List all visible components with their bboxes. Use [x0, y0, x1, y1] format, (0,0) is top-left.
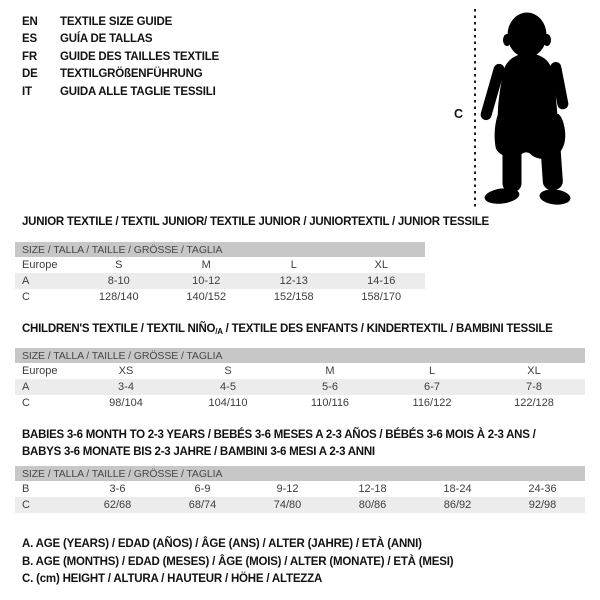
lang-code: FR [22, 50, 37, 63]
lang-code: DE [22, 68, 38, 81]
cell: 80/86 [358, 499, 387, 511]
cell: 8-10 [107, 275, 130, 287]
cell: 68/74 [188, 499, 217, 511]
cell: 6-7 [424, 381, 440, 393]
cell: XL [374, 259, 388, 271]
table-row [15, 289, 425, 305]
cell: 9-12 [276, 483, 299, 495]
cell: XS [118, 365, 134, 377]
cell: 98/104 [109, 397, 143, 409]
cell: 140/152 [186, 291, 227, 303]
size-header-bar: SIZE / TALLA / TAILLE / GRÖSSE / TAGLIA [15, 348, 585, 363]
height-measure-label: C [454, 107, 464, 121]
babies-section-title [22, 427, 536, 461]
cell: M [325, 365, 335, 377]
cell: 12-13 [279, 275, 308, 287]
lang-code: IT [22, 85, 32, 98]
language-title-list [22, 14, 219, 101]
row-label: C [22, 291, 30, 303]
children-title-suffix: / TEXTILE DES ENFANTS / KINDERTEXTIL / BAMBINI TESSILE [222, 323, 553, 335]
table-row [15, 497, 585, 513]
lang-row-es [22, 31, 219, 48]
babies-size-table [15, 466, 585, 513]
cell: 10-12 [192, 275, 221, 287]
cell: M [201, 259, 211, 271]
cell: 152/158 [273, 291, 314, 303]
row-label: A [22, 275, 30, 287]
children-title-subscript: /A [215, 327, 223, 336]
junior-size-table [15, 242, 425, 305]
table-row [15, 481, 585, 497]
note-a: A. AGE (YEARS) / EDAD (AÑOS) / ÂGE (ANS) / ALTER (JAHRE) / ETÀ (ANNI) [22, 538, 422, 550]
cell: 7-8 [526, 381, 542, 393]
cell: 128/140 [98, 291, 139, 303]
lang-title: TEXTILGRÖßENFÜHRUNG [60, 68, 203, 81]
cell: 86/92 [443, 499, 472, 511]
note-c: C. (cm) HEIGHT / ALTURA / HAUTEUR / HÖHE / ALTEZZA [22, 573, 323, 586]
cell: 104/110 [208, 397, 248, 409]
babies-title-line1: BABIES 3-6 MONTH TO 2-3 YEARS / BEBÉS 3-6 MESES A 2-3 AÑOS / BÉBÉS 3-6 MOIS À 2-3 ANS / [22, 429, 536, 441]
lang-title: GUÍA DE TALLAS [60, 33, 153, 46]
cell: 74/80 [273, 499, 302, 511]
table-row [15, 273, 425, 289]
baby-silhouette-icon [478, 8, 573, 208]
lang-title: GUIDE DES TAILLES TEXTILE [60, 50, 219, 63]
cell: 122/128 [514, 397, 554, 409]
table-row [15, 379, 585, 395]
cell: 24-36 [528, 483, 557, 495]
size-header-bar: SIZE / TALLA / TAILLE / GRÖSSE / TAGLIA [15, 242, 425, 257]
note-b: B. AGE (MONTHS) / EDAD (MESES) / ÂGE (MOIS) / ALTER (MONATE) / ETÀ (MESI) [22, 555, 454, 568]
cell: L [290, 259, 297, 271]
children-size-table [15, 348, 585, 411]
table-row [15, 363, 585, 379]
row-label: Europe [22, 365, 58, 377]
row-label: B [22, 483, 30, 495]
babies-title-line2: BABYS 3-6 MONATE BIS 2-3 JAHRE / BAMBINI 3-6 MESI A 2-3 ANNI [22, 446, 375, 458]
lang-row-fr [22, 49, 219, 66]
table-row [15, 395, 585, 411]
cell: 110/116 [310, 397, 350, 409]
size-header-bar: SIZE / TALLA / TAILLE / GRÖSSE / TAGLIA [15, 466, 585, 481]
cell: 6-9 [194, 483, 211, 495]
cell: 62/68 [103, 499, 132, 511]
junior-section-title: JUNIOR TEXTILE / TEXTIL JUNIOR/ TEXTILE JUNIOR / JUNIORTEXTIL / JUNIOR TESSILE [22, 216, 489, 228]
cell: 3-4 [118, 381, 134, 393]
cell: XL [527, 365, 541, 377]
lang-code: EN [22, 16, 38, 28]
cell: 116/122 [412, 397, 452, 409]
cell: 5-6 [322, 381, 338, 393]
table-row [15, 257, 425, 273]
children-section-title [22, 321, 553, 340]
row-label: Europe [22, 259, 58, 271]
lang-row-de [22, 66, 219, 83]
cell: 3-6 [109, 483, 126, 495]
cell: S [115, 259, 123, 271]
cell: 14-16 [367, 275, 396, 287]
lang-code: ES [22, 33, 37, 46]
height-measure-dashed-line [474, 9, 476, 209]
row-label: C [22, 397, 30, 409]
measure-notes [22, 536, 453, 589]
cell: S [224, 365, 232, 377]
cell: 158/170 [361, 291, 402, 303]
row-label: A [22, 381, 30, 393]
children-title-prefix: CHILDREN'S TEXTILE / TEXTIL NIÑO [22, 323, 216, 335]
cell: 92/98 [528, 499, 557, 511]
lang-row-en [22, 14, 219, 31]
cell: 4-5 [220, 381, 236, 393]
lang-row-it [22, 84, 219, 101]
cell: L [428, 365, 436, 377]
cell: 12-18 [358, 483, 387, 495]
row-label: C [22, 499, 30, 511]
lang-title: TEXTILE SIZE GUIDE [60, 16, 173, 28]
lang-title: GUIDA ALLE TAGLIE TESSILI [60, 85, 216, 98]
cell: 18-24 [443, 483, 472, 495]
